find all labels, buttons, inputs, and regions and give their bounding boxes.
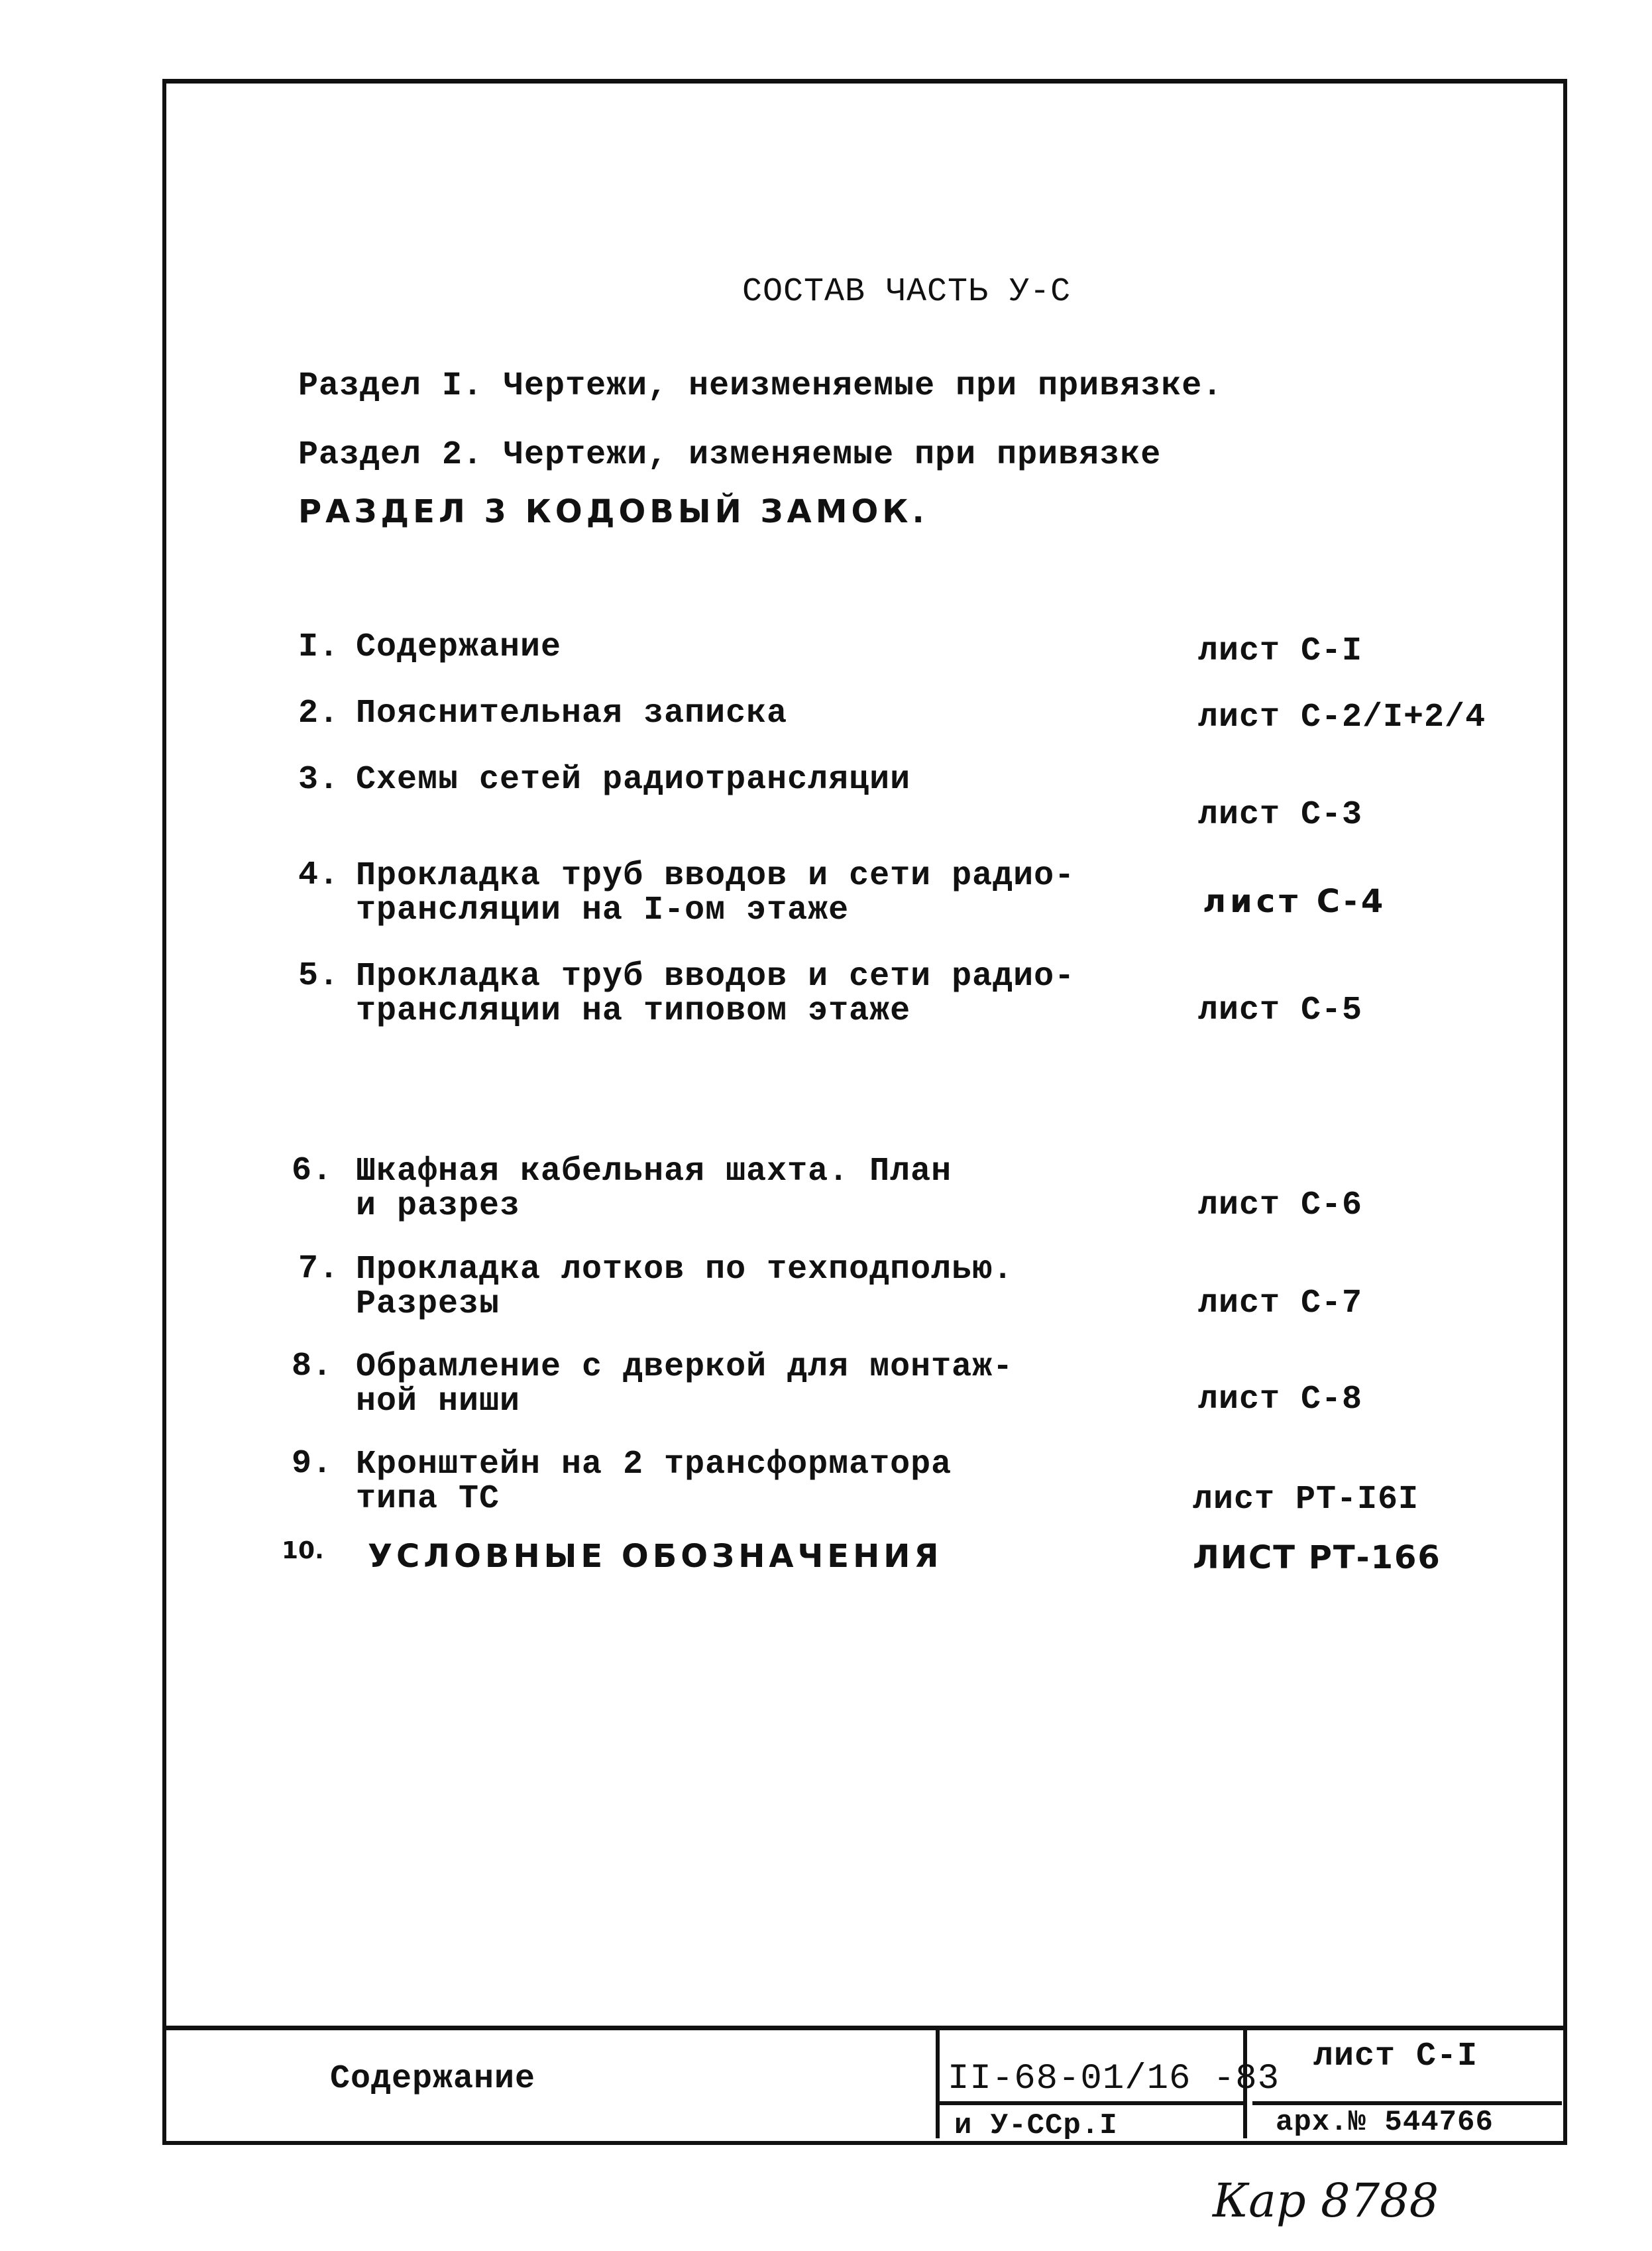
section-1: Раздел I. Чертежи, неизменяемые при привязке.: [298, 367, 1223, 405]
stamp-archive: арх.№ 544766: [1276, 2106, 1494, 2139]
item-sheet: лист С-I: [1198, 632, 1363, 670]
item-number: 4.: [298, 856, 340, 894]
stamp-inner-line: [1252, 2101, 1562, 2105]
item-number: 8.: [292, 1348, 333, 1385]
item-sheet: лист С-2/I+2/4: [1198, 699, 1486, 736]
item-number: 2.: [298, 695, 340, 732]
stamp-divider: [936, 2026, 940, 2138]
item-text: Прокладка лотков по техподполью. Разрезы: [356, 1251, 1014, 1323]
item-number: I.: [298, 628, 340, 666]
item-number: 9.: [292, 1445, 333, 1483]
section-2: Раздел 2. Чертежи, изменяемые при привязке: [298, 436, 1162, 474]
page-title: СОСТАВ ЧАСТЬ У-С: [742, 273, 1072, 311]
item-text: Схемы сетей радиотрансляции: [356, 761, 911, 799]
item-text: Шкафная кабельная шахта. План и разрез: [356, 1153, 952, 1225]
item-text: УСЛОВНЫЕ ОБОЗНАЧЕНИЯ: [368, 1538, 943, 1575]
item-number: 7.: [298, 1250, 340, 1288]
item-text: Кронштейн на 2 трансформатора типа ТС: [356, 1446, 952, 1518]
item-text: Содержание: [356, 628, 562, 666]
item-number: 3.: [298, 761, 340, 799]
item-sheet: лист С-5: [1198, 992, 1363, 1029]
handwritten-note: Кар 8788: [1213, 2173, 1439, 2228]
item-sheet: лист С-8: [1198, 1381, 1363, 1418]
item-sheet: лист С-7: [1198, 1285, 1363, 1322]
stamp-sub: и У-ССр.I: [954, 2109, 1118, 2142]
item-sheet: ЛИСТ РТ-166: [1193, 1539, 1441, 1576]
stamp-name: Содержание: [330, 2060, 536, 2098]
stamp-sheet: лист С-I: [1313, 2038, 1478, 2075]
item-sheet: лист С-4: [1203, 883, 1388, 920]
section-3: РАЗДЕЛ 3 КОДОВЫЙ ЗАМОК.: [298, 493, 928, 530]
item-number: 5.: [298, 957, 340, 995]
item-text: Прокладка труб вводов и сети радио- трансляции на I-ом этаже: [356, 857, 1075, 929]
item-sheet: лист РТ-I6I: [1193, 1481, 1419, 1519]
item-sheet: лист С-6: [1198, 1186, 1363, 1224]
item-number: 6.: [292, 1152, 333, 1190]
item-text: Прокладка труб вводов и сети радио- трансляции на типовом этаже: [356, 958, 1075, 1030]
item-text: Обрамление с дверкой для монтаж- ной ниши: [356, 1348, 1014, 1420]
stamp-inner-line: [940, 2101, 1243, 2105]
item-sheet: лист С-3: [1198, 796, 1363, 834]
stamp-code: II-68-01/16 -83: [948, 2059, 1280, 2099]
item-number: 10.: [282, 1537, 324, 1564]
stamp-top-line: [162, 2026, 1563, 2030]
item-text: Пояснительная записка: [356, 695, 788, 732]
